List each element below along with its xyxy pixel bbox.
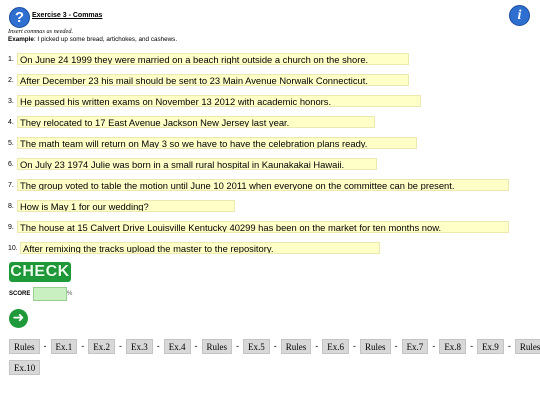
nav-separator: - [470, 341, 474, 351]
exercise-row [8, 178, 509, 192]
exercise-input[interactable]: They relocated to 17 East Avenue Jackson New Jersey last year. [17, 116, 375, 128]
nav-rules-button[interactable]: Rules [281, 339, 312, 354]
nav-rules-button[interactable]: Rules [360, 339, 391, 354]
next-arrow-icon[interactable]: ➜ [9, 309, 28, 328]
exercise-row [8, 157, 377, 171]
exercise-nav [9, 338, 540, 380]
score-field [33, 287, 67, 301]
nav-row [9, 338, 540, 354]
exercise-input[interactable]: The math team will return on May 3 so we have to have the celebration plans ready. [17, 137, 417, 149]
exercise-input[interactable]: On July 23 1974 Julie was born in a small rural hospital in Kaunakakai Hawaii. [17, 158, 377, 170]
exercise-number: 9. [8, 223, 14, 231]
info-icon[interactable]: i [509, 5, 530, 26]
exercise-row [8, 136, 417, 150]
exercise-number: 10. [8, 244, 18, 252]
nav-separator: - [353, 341, 357, 351]
exercise-input[interactable]: How is May 1 for our wedding? [17, 200, 235, 212]
exercise-number: 7. [8, 181, 14, 189]
exercise-row [8, 115, 375, 129]
exercise-input[interactable]: The house at 15 Calvert Drive Louisville Kentucky 40299 has been on the market for ten months now. [17, 221, 509, 233]
exercise-number: 5. [8, 139, 14, 147]
nav-row [9, 359, 534, 375]
help-icon[interactable]: ? [9, 7, 30, 28]
nav-rules-button[interactable]: Rules [515, 339, 540, 354]
nav-exercise-button[interactable]: Ex.9 [477, 339, 504, 354]
nav-exercise-button[interactable]: Ex.3 [126, 339, 153, 354]
nav-separator: - [432, 341, 436, 351]
exercise-number: 6. [8, 160, 14, 168]
nav-exercise-button[interactable]: Ex.8 [439, 339, 466, 354]
nav-separator: - [507, 341, 511, 351]
exercise-row [8, 220, 509, 234]
score-label: SCORE [9, 291, 31, 297]
exercise-row [8, 199, 235, 213]
exercise-input[interactable]: After remixing the tracks upload the master to the repository. [20, 242, 380, 254]
exercise-row [8, 73, 409, 87]
nav-exercise-button[interactable]: Ex.4 [164, 339, 191, 354]
example-sentence: : I picked up some bread, artichokes, and cashews. [33, 36, 178, 43]
exercise-number: 1. [8, 55, 14, 63]
nav-exercise-button[interactable]: Ex.1 [51, 339, 78, 354]
check-button[interactable]: CHECK [10, 263, 70, 280]
exercise-row [8, 52, 409, 66]
exercise-row [8, 94, 421, 108]
exercise-row [8, 241, 380, 255]
score-percent-sign: % [67, 291, 73, 297]
nav-separator: - [394, 341, 398, 351]
exercise-number: 4. [8, 118, 14, 126]
example-text [8, 36, 177, 43]
nav-exercise-button[interactable]: Ex.5 [243, 339, 270, 354]
nav-separator: - [236, 341, 240, 351]
nav-separator: - [315, 341, 319, 351]
nav-separator: - [43, 341, 47, 351]
exercise-input[interactable]: He passed his written exams on November 13 2012 with academic honors. [17, 95, 421, 107]
instruction-text: Insert commas as needed. [8, 28, 74, 35]
nav-separator: - [119, 341, 123, 351]
nav-separator: - [81, 341, 85, 351]
page-title: Exercise 3 - Commas [32, 12, 103, 19]
nav-exercise-button[interactable]: Ex.10 [9, 360, 40, 375]
example-label: Example [8, 36, 34, 43]
exercise-input[interactable]: On June 24 1999 they were married on a beach right outside a church on the shore. [17, 53, 409, 65]
nav-separator: - [156, 341, 160, 351]
exercise-input[interactable]: The group voted to table the motion until June 10 2011 when everyone on the committee can be present. [17, 179, 509, 191]
nav-separator: - [194, 341, 198, 351]
nav-rules-button[interactable]: Rules [9, 339, 40, 354]
exercise-number: 8. [8, 202, 14, 210]
nav-exercise-button[interactable]: Ex.7 [402, 339, 429, 354]
nav-separator: - [273, 341, 277, 351]
exercise-input[interactable]: After December 23 his mail should be sent to 23 Main Avenue Norwalk Connecticut. [17, 74, 409, 86]
nav-exercise-button[interactable]: Ex.2 [88, 339, 115, 354]
nav-rules-button[interactable]: Rules [202, 339, 233, 354]
nav-exercise-button[interactable]: Ex.6 [322, 339, 349, 354]
exercise-number: 2. [8, 76, 14, 84]
exercise-number: 3. [8, 97, 14, 105]
